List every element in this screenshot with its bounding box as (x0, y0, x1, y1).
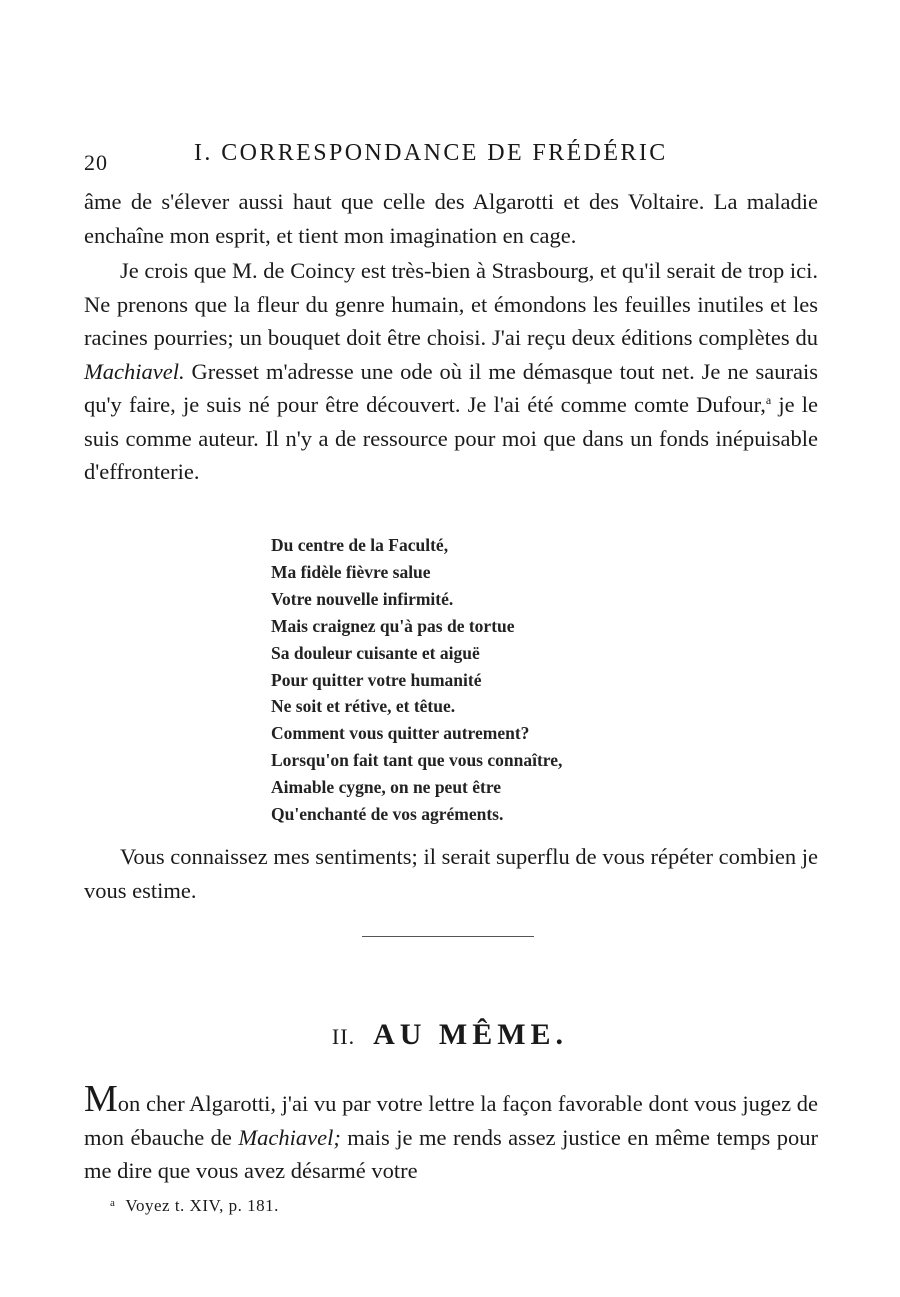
book-title-machiavel: Machiavel; (238, 1124, 341, 1150)
paragraph-text: Gresset m'adresse une ode où il me démasque tout net. Je ne saurais qu'y faire, je suis né pour être découvert. Je l'ai été comme comte Dufour, (84, 358, 818, 417)
verse-line: Comment vous quitter autrement? (271, 723, 530, 744)
paragraph-continuation (84, 185, 818, 252)
running-head (84, 140, 818, 176)
running-title: I. CORRESPONDANCE DE FRÉDÉRIC (194, 140, 668, 166)
paragraph-text: je le suis comme auteur. Il n'y a de ressource pour moi que dans un fonds inépuisable d'effronterie. (84, 392, 818, 484)
paragraph-coincy (84, 254, 818, 489)
verse-block (271, 532, 562, 828)
book-title-machiavel: Machiavel. (84, 358, 185, 384)
footnote-text: Voyez t. XIV, p. 181. (125, 1196, 279, 1215)
section-divider (362, 936, 534, 937)
footnote (110, 1196, 279, 1216)
footnote-mark: a (110, 1197, 116, 1209)
verse-line: Mais craignez qu'à pas de tortue (271, 615, 515, 636)
section-numeral: II. (331, 1024, 356, 1049)
letter-opening (84, 1078, 818, 1188)
paragraph-text: âme de s'élever aussi haut que celle des Algarotti et des Voltaire. La maladie enchaîne mon esprit, et tient mon imagination en cage. (84, 189, 818, 248)
paragraph-text: on cher Algarotti, j'ai vu par votre lettre la façon favorable dont vous jugez de mon ébauche de (84, 1091, 818, 1150)
section-title: AU MÊME. (373, 1018, 569, 1051)
drop-cap: M (84, 1078, 118, 1120)
verse-line: Ma fidèle fièvre salue (271, 561, 431, 582)
paragraph-text: Je crois que M. de Coincy est très-bien à Strasbourg, et qu'il serait de trop ici. Ne prenons que la fleur du genre humain, et émondons les feuilles inutiles et les racines pourries; un bouquet doit être choisi. J'ai reçu deux éditions complètes du (84, 258, 818, 350)
verse-line: Qu'enchanté de vos agréments. (271, 804, 504, 825)
paragraph-text: mais je me rends assez justice en même temps pour me dire que vous avez désarmé votre (84, 1124, 818, 1183)
page-number: 20 (84, 150, 108, 175)
verse-line: Sa douleur cuisante et aiguë (271, 642, 480, 663)
paragraph-text: Vous connaissez mes sentiments; il serait superflu de vous répéter combien je vous estime. (84, 844, 818, 903)
paragraph-closing (84, 840, 818, 907)
footnote-reference[interactable]: a (765, 393, 772, 407)
verse-line: Votre nouvelle infirmité. (271, 588, 454, 609)
section-heading (0, 1018, 900, 1052)
verse-line: Aimable cygne, on ne peut être (271, 777, 502, 798)
verse-line: Du centre de la Faculté, (271, 535, 449, 555)
verse-line: Pour quitter votre humanité (271, 669, 482, 690)
verse-line: Lorsqu'on fait tant que vous connaître, (271, 750, 563, 771)
verse-line: Ne soit et rétive, et têtue. (271, 696, 456, 717)
